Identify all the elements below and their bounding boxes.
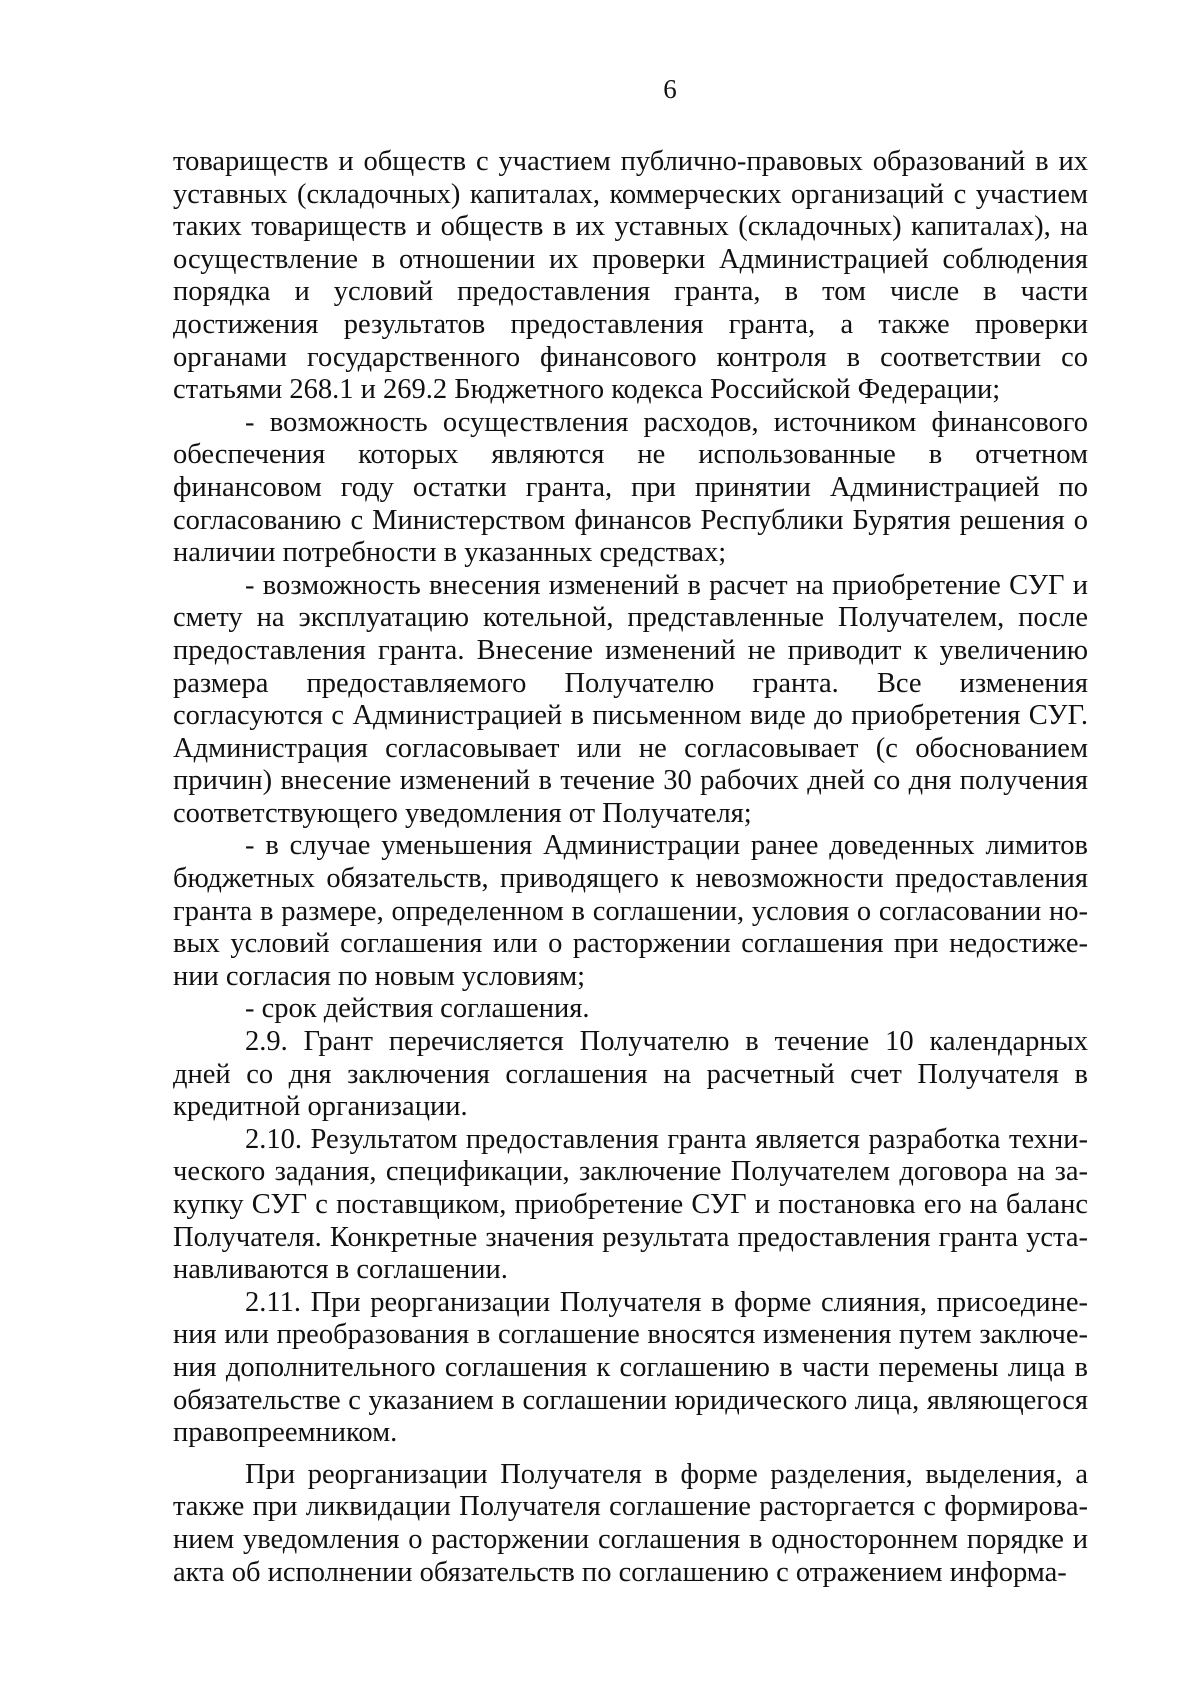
paragraph-agreement-term: - срок действия соглашения. (245, 993, 590, 1025)
paragraph-continuation: товариществ и обществ с участием публично-правовых образований в их уставных (складочных) капиталах, коммерческих организаций с участием таких товариществ и обществ в их уставных (складочных) капиталах), на осуществление в отношении их проверки Администрацией соблюдения порядка и условий предоставления гранта, в том числе в части достижения результатов предоставления гранта, а также проверки органами государственного финансового контроля в соответствии со статьями 268.1 и 269.2 Бюджетного кодекса Российской Федерации; (173, 146, 1088, 406)
paragraph-expense-possibility: - возможность осуществления расходов, источником финансового обеспечения которых являются не использованные в отчетном финансовом году остатки гранта, при принятии Администрацией по согласованию с Министерством финансов Республики Бурятия решения о наличии потребности в указанных средствах; (173, 406, 1088, 569)
paragraph-changes-possibility: - возможность внесения изменений в расчет на приобретение СУГ и смету на эксплуатацию котельной, представленные Получателем, после предоставления гранта. Внесение изменений не приводит к увеличению размера предоставляемого Получателю гранта. Все изменения согласуются с Администрацией в письменном виде до приобретения СУГ. Администрация согласовывает или не согласовывает (с обоснованием причин) внесение изменений в течение 30 рабочих дней со дня получения соответствующего уведомления от Получателя; (173, 569, 1088, 829)
paragraph-limits-reduction: - в случае уменьшения Администрации ранее доведенных лимитов бюджетных обязательств, приводящего к невозможности предоставления гранта в размере, определенном в соглашении, условия о согласовании новых условий соглашения или о расторжении соглашения при недостижении согласия по новым условиям; (173, 830, 1088, 992)
page-number: 6 (663, 74, 677, 104)
document-body (173, 146, 1088, 1589)
paragraph-2-10: 2.10. Результатом предоставления гранта является разработка технического задания, спецификации, заключение Получателем договора на закупку СУГ с поставщиком, приобретение СУГ и постановка его на баланс Получателя. Конкретные значения результата предоставления гранта устанавливаются в соглашении. (173, 1123, 1088, 1286)
paragraph-reorganization: При реорганизации Получателя в форме разделения, выделения, а также при ликвидации Получателя соглашение расторгается с формированием уведомления о расторжении соглашения в одностороннем порядке и акта об исполнении обязательств по соглашению с отражением информа- (173, 1458, 1088, 1588)
paragraph-2-9: 2.9. Грант перечисляется Получателю в течение 10 календарных дней со дня заключения соглашения на расчетный счет Получателя в кредитной организации. (173, 1026, 1088, 1123)
paragraph-2-11: 2.11. При реорганизации Получателя в форме слияния, присоединения или преобразования в соглашение вносятся изменения путем заключения дополнительного соглашения к соглашению в части перемены лица в обязательстве с указанием в соглашении юридического лица, являющегося правопреемником. (173, 1286, 1088, 1449)
